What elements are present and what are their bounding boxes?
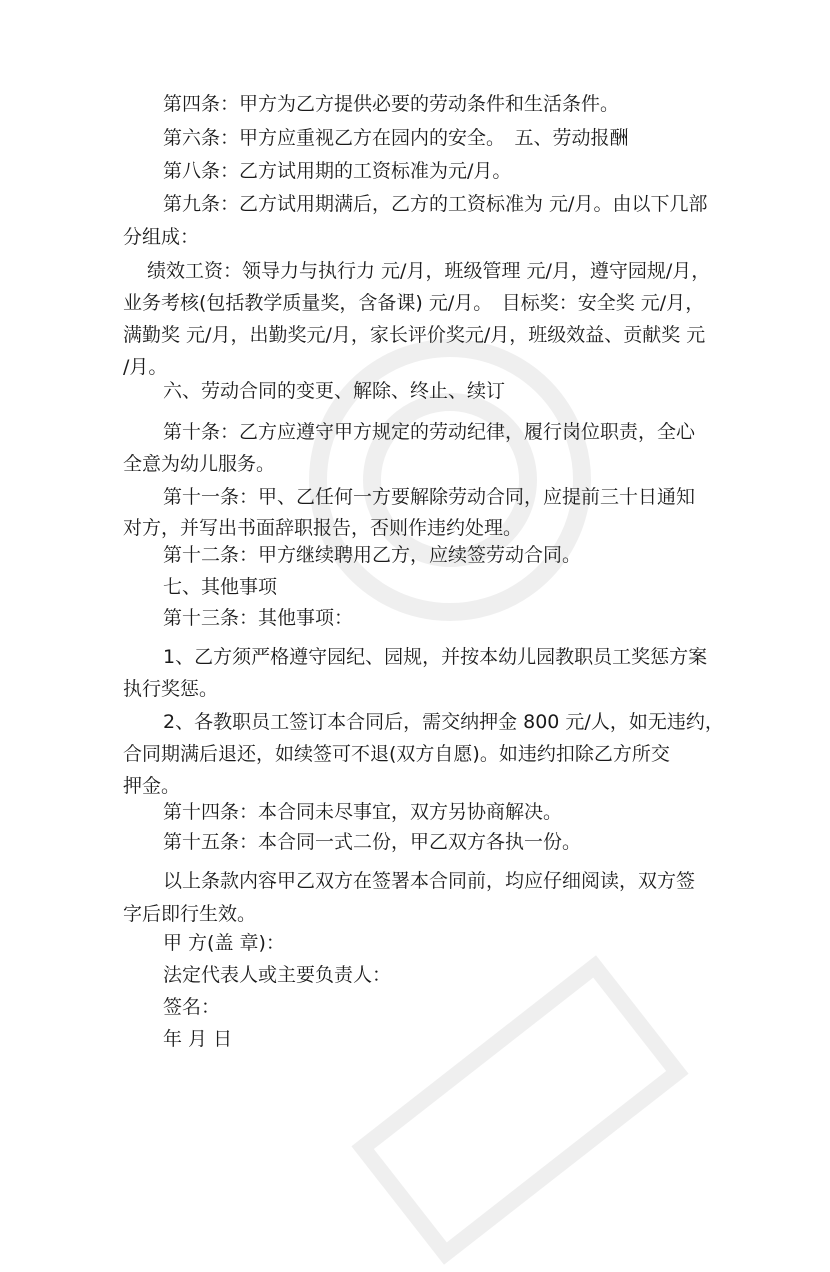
article-10: 第十条：乙方应遵守甲方规定的劳动纪律，履行岗位职责，全心 xyxy=(163,421,696,443)
item-1: 1、乙方须严格遵守园纪、园规，并按本幼儿园教职员工奖惩方案 xyxy=(163,646,708,668)
article-10-cont: 全意为幼儿服务。 xyxy=(123,453,276,475)
article-6: 第六条：甲方应重视乙方在园内的安全。 五、劳动报酬 xyxy=(163,127,629,149)
article-15: 第十五条：本合同一式二份，甲乙双方各执一份。 xyxy=(163,831,582,853)
section-7-heading: 七、其他事项 xyxy=(163,576,278,598)
item-2-cont2: 押金。 xyxy=(123,775,181,797)
closing-clause-cont: 字后即行生效。 xyxy=(123,903,257,925)
article-13: 第十三条：其他事项： xyxy=(163,607,354,629)
item-1-cont: 执行奖惩。 xyxy=(123,678,219,700)
section-6-heading: 六、劳动合同的变更、解除、终止、续订 xyxy=(163,380,506,402)
salary-line-3: 满勤奖 元/月，出勤奖元/月，家长评价奖元/月，班级效益、贡献奖 元 xyxy=(123,324,706,346)
article-14: 第十四条：本合同未尽事宜，双方另协商解决。 xyxy=(163,801,563,823)
legal-representative: 法定代表人或主要负责人： xyxy=(163,964,392,986)
article-11: 第十一条：甲、乙任何一方要解除劳动合同，应提前三十日通知 xyxy=(163,486,696,508)
date-label: 年 月 日 xyxy=(163,1028,233,1050)
closing-clause: 以上条款内容甲乙双方在签署本合同前，均应仔细阅读，双方签 xyxy=(163,870,696,892)
signature-label: 签名： xyxy=(163,996,221,1018)
article-9: 第九条：乙方试用期满后，乙方的工资标准为 元/月。由以下几部 xyxy=(163,193,708,215)
item-2: 2、各教职员工签订本合同后，需交纳押金 800 元/人，如无违约， xyxy=(163,711,724,733)
item-2-cont: 合同期满后退还，如续签可不退(双方自愿)。如违约扣除乙方所交 xyxy=(123,743,670,765)
salary-line-1: 绩效工资：领导力与执行力 元/月，班级管理 元/月，遵守园规/月， xyxy=(147,260,711,282)
article-12: 第十二条：甲方继续聘用乙方，应续签劳动合同。 xyxy=(163,544,582,566)
article-8: 第八条：乙方试用期的工资标准为元/月。 xyxy=(163,160,512,182)
article-9-cont: 分组成： xyxy=(123,226,200,248)
article-4: 第四条：甲方为乙方提供必要的劳动条件和生活条件。 xyxy=(163,93,620,115)
party-a-seal: 甲 方(盖 章)： xyxy=(163,932,285,954)
watermark-logo xyxy=(345,948,696,1271)
article-11-cont: 对方，并写出书面辞职报告，否则作违约处理。 xyxy=(123,517,523,539)
salary-line-2: 业务考核(包括教学质量奖，含备课) 元/月。 目标奖：安全奖 元/月， xyxy=(123,292,705,314)
salary-line-4: /月。 xyxy=(123,356,168,378)
